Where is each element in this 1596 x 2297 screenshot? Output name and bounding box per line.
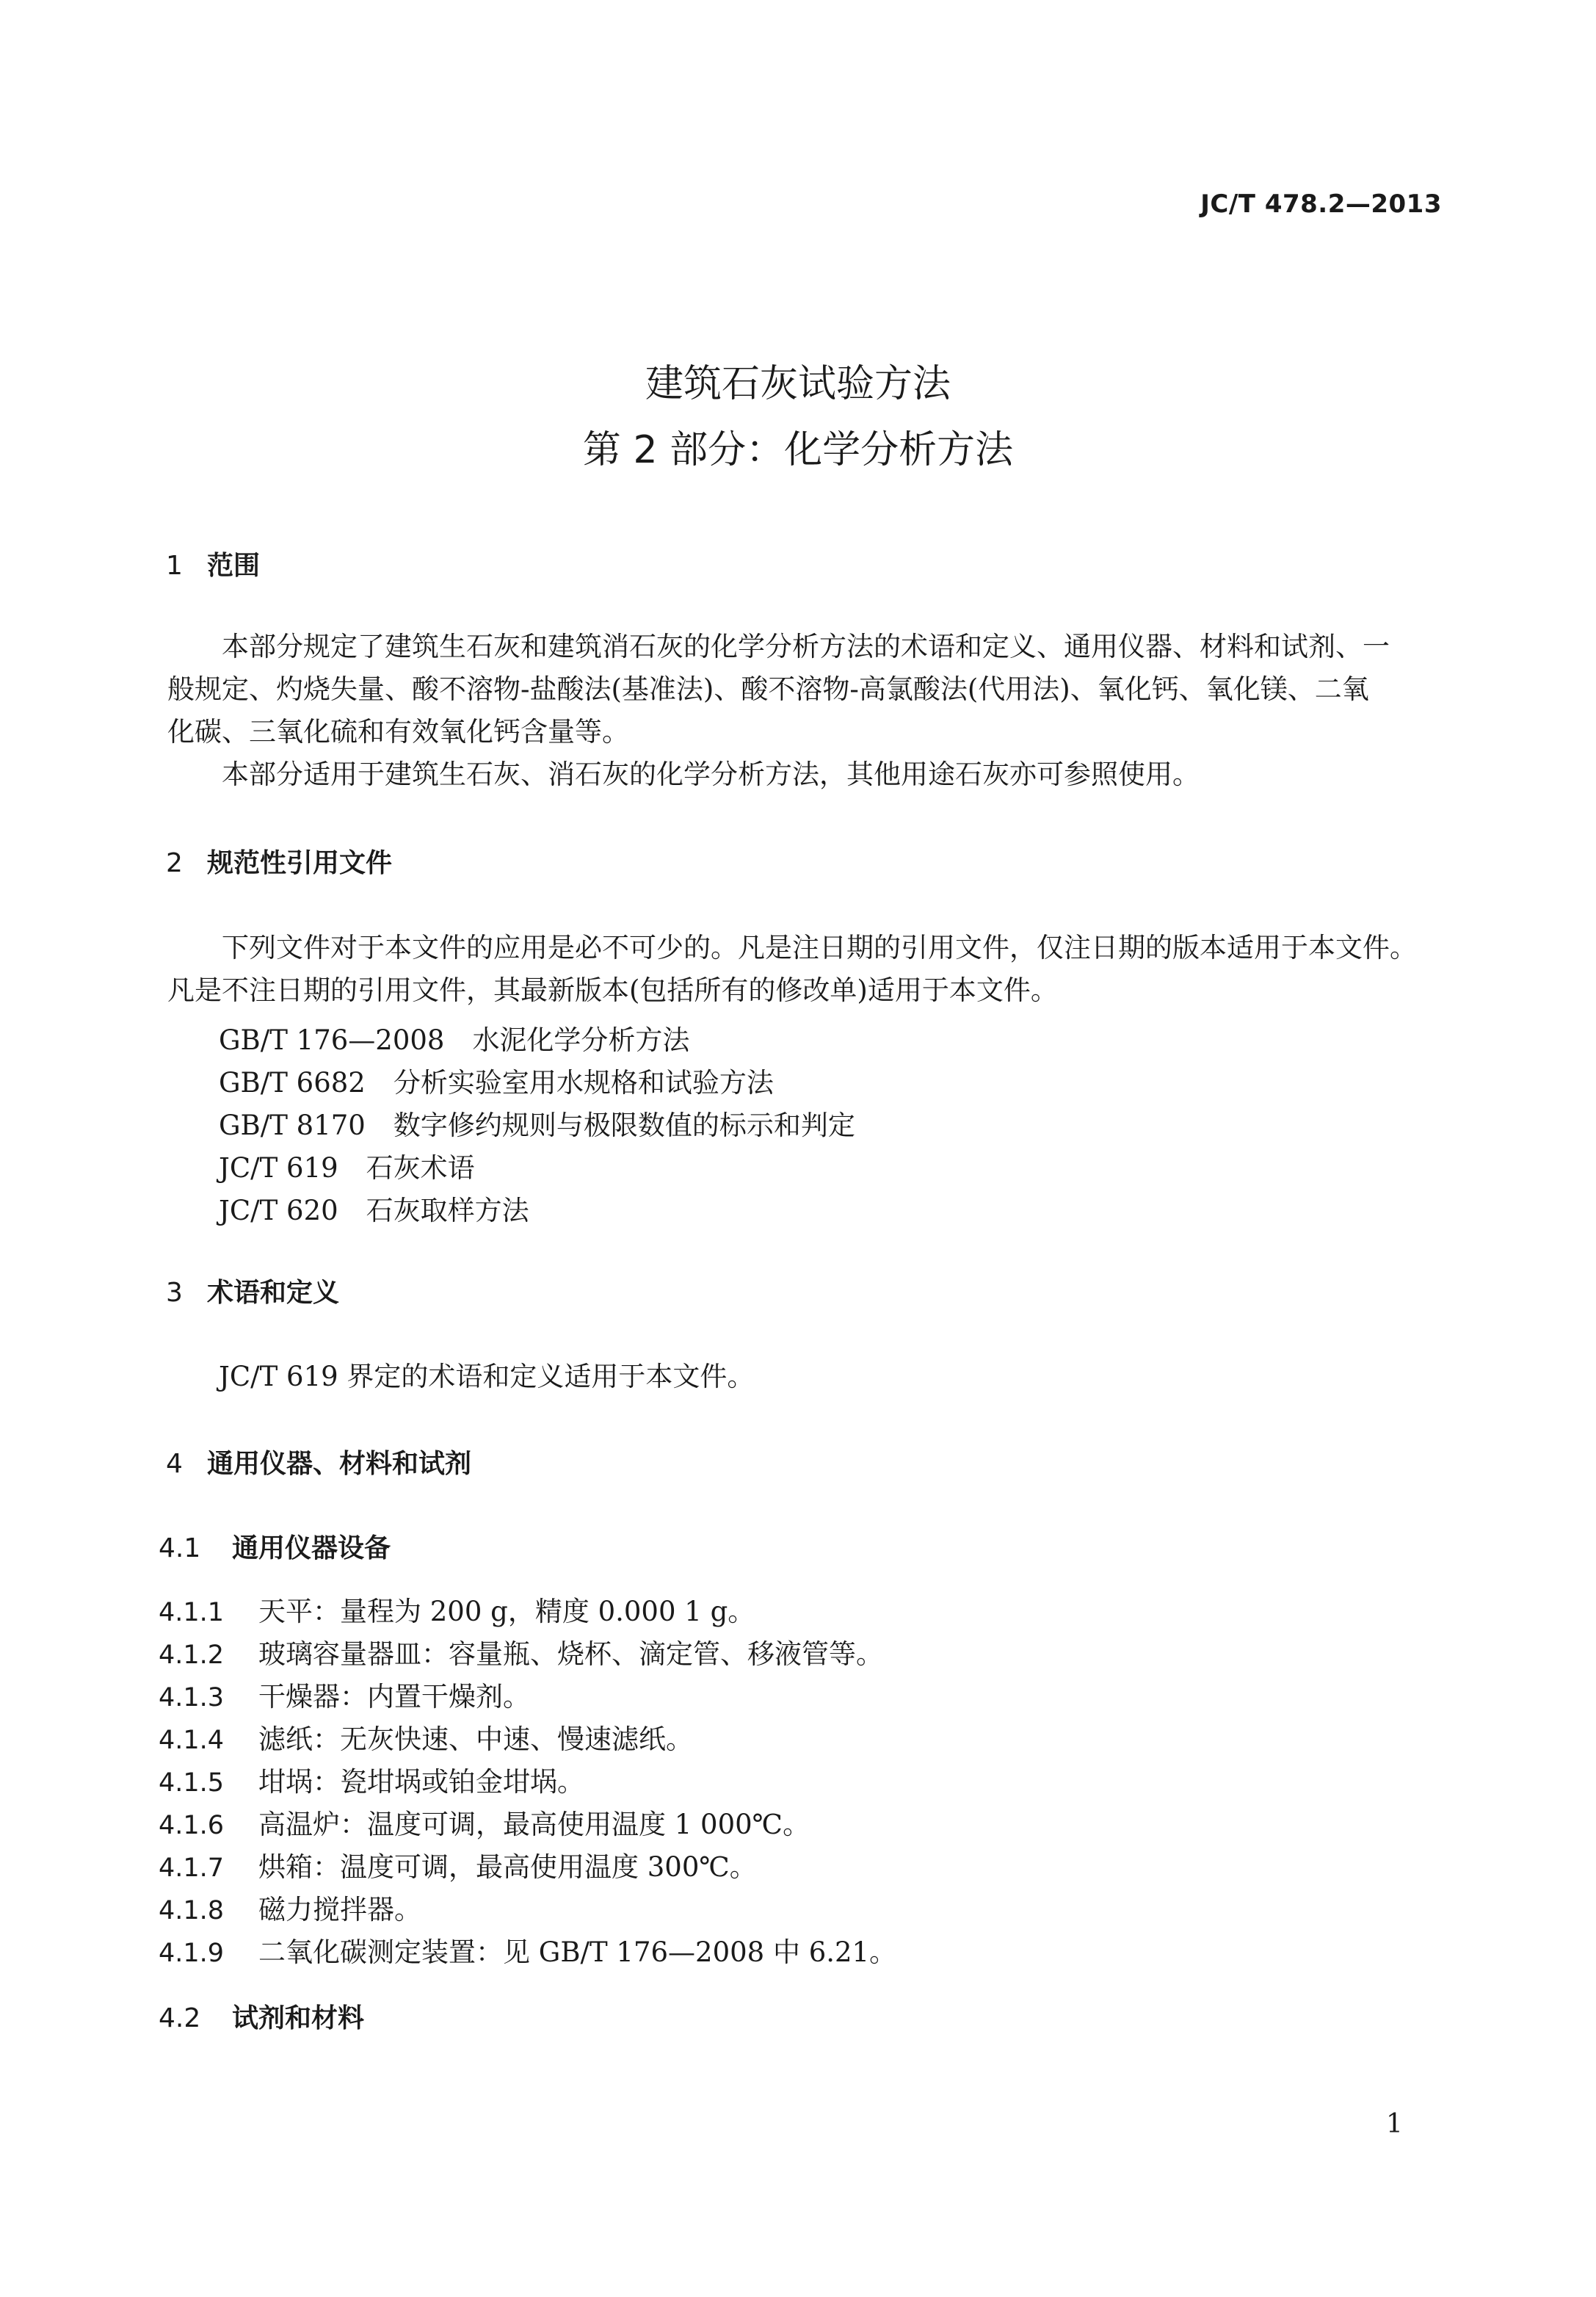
list-item: [159, 1845, 757, 1884]
item-text: 坩埚：瓷坩埚或铂金坩埚。: [258, 1766, 584, 1798]
section-4-heading: [166, 1443, 471, 1480]
section-title: 通用仪器、材料和试剂: [207, 1449, 472, 1479]
list-item: [159, 1717, 693, 1757]
subsection-number: 4.2: [159, 2003, 201, 2033]
subsection-4-2-heading: [159, 1997, 364, 2035]
item-number: 4.1.6: [159, 1811, 225, 1840]
list-item: [159, 1930, 896, 1969]
list-item: [159, 1759, 584, 1799]
subsection-title: 试剂和材料: [232, 2003, 365, 2033]
reference-item: [219, 1188, 529, 1228]
item-number: 4.1.8: [159, 1896, 225, 1925]
item-number: 4.1.5: [159, 1768, 225, 1798]
page-number: 1: [1386, 2109, 1403, 2139]
title-line-2: 第 2 部分：化学分析方法: [582, 428, 1014, 472]
reference-code: GB/T 176—2008: [219, 1024, 445, 1056]
item-text: 磁力搅拌器。: [258, 1894, 421, 1925]
item-text: 高温炉：温度可调，最高使用温度 1 000℃。: [258, 1809, 810, 1840]
section-title: 范围: [207, 551, 261, 581]
section-number: 1: [166, 551, 183, 581]
item-text: 天平：量程为 200 g，精度 0.000 1 g。: [258, 1596, 755, 1627]
reference-item: [219, 1018, 689, 1057]
paragraph: JC/T 619 界定的术语和定义适用于本文件。: [219, 1361, 755, 1392]
paragraph-line: 本部分规定了建筑生石灰和建筑消石灰的化学分析方法的术语和定义、通用仪器、材料和试剂、一: [222, 631, 1390, 662]
paragraph-line: 般规定、灼烧失量、酸不溶物-盐酸法(基准法)、酸不溶物-高氯酸法(代用法)、氧化钙、氧化镁、二氧: [167, 673, 1369, 705]
section-number: 4: [166, 1449, 183, 1479]
item-number: 4.1.1: [159, 1598, 225, 1627]
section-1-heading: [166, 545, 260, 582]
document-title: [0, 351, 1596, 483]
item-text: 烘箱：温度可调，最高使用温度 300℃。: [258, 1851, 757, 1883]
item-number: 4.1.9: [159, 1939, 225, 1968]
paragraph: 本部分适用于建筑生石灰、消石灰的化学分析方法，其他用途石灰亦可参照使用。: [222, 759, 1200, 790]
list-item: [159, 1887, 421, 1927]
list-item: [159, 1674, 530, 1714]
subsection-title: 通用仪器设备: [232, 1533, 391, 1563]
section-3-heading: [166, 1272, 339, 1309]
subsection-number: 4.1: [159, 1533, 201, 1563]
paragraph-line: 凡是不注日期的引用文件，其最新版本(包括所有的修改单)适用于本文件。: [167, 974, 1058, 1006]
reference-title: 数字修约规则与极限数值的标示和判定: [393, 1110, 855, 1141]
reference-title: 石灰取样方法: [366, 1195, 529, 1226]
reference-code: JC/T 620: [219, 1195, 338, 1226]
reference-code: GB/T 6682: [219, 1067, 366, 1099]
item-number: 4.1.2: [159, 1641, 225, 1670]
section-number: 3: [166, 1278, 183, 1308]
section-number: 2: [166, 848, 183, 878]
reference-item: [219, 1103, 855, 1143]
list-item: [159, 1632, 883, 1671]
reference-item: [219, 1146, 475, 1185]
subsection-4-1-heading: [159, 1527, 391, 1565]
reference-title: 石灰术语: [366, 1152, 475, 1184]
section-2-heading: [166, 842, 392, 880]
standard-number: JC/T 478.2—2013: [1200, 189, 1442, 219]
reference-title: 分析实验室用水规格和试验方法: [393, 1067, 774, 1099]
title-line-1: 建筑石灰试验方法: [645, 362, 951, 406]
item-text: 二氧化碳测定装置：见 GB/T 176—2008 中 6.21。: [258, 1936, 897, 1968]
item-text: 滤纸：无灰快速、中速、慢速滤纸。: [258, 1723, 693, 1755]
item-text: 玻璃容量器皿：容量瓶、烧杯、滴定管、移液管等。: [258, 1638, 883, 1670]
reference-item: [219, 1060, 774, 1100]
item-number: 4.1.7: [159, 1853, 225, 1883]
item-number: 4.1.4: [159, 1726, 225, 1755]
section-title: 规范性引用文件: [207, 848, 393, 878]
item-number: 4.1.3: [159, 1683, 225, 1712]
paragraph-line: 下列文件对于本文件的应用是必不可少的。凡是注日期的引用文件，仅注日期的版本适用于本文件。: [222, 932, 1417, 963]
section-title: 术语和定义: [207, 1278, 340, 1308]
reference-code: GB/T 8170: [219, 1110, 366, 1141]
list-item: [159, 1802, 810, 1842]
reference-title: 水泥化学分析方法: [472, 1024, 690, 1056]
list-item: [159, 1589, 755, 1629]
item-text: 干燥器：内置干燥剂。: [258, 1681, 530, 1712]
paragraph-line: 化碳、三氧化硫和有效氧化钙含量等。: [167, 716, 629, 748]
reference-code: JC/T 619: [219, 1152, 338, 1184]
